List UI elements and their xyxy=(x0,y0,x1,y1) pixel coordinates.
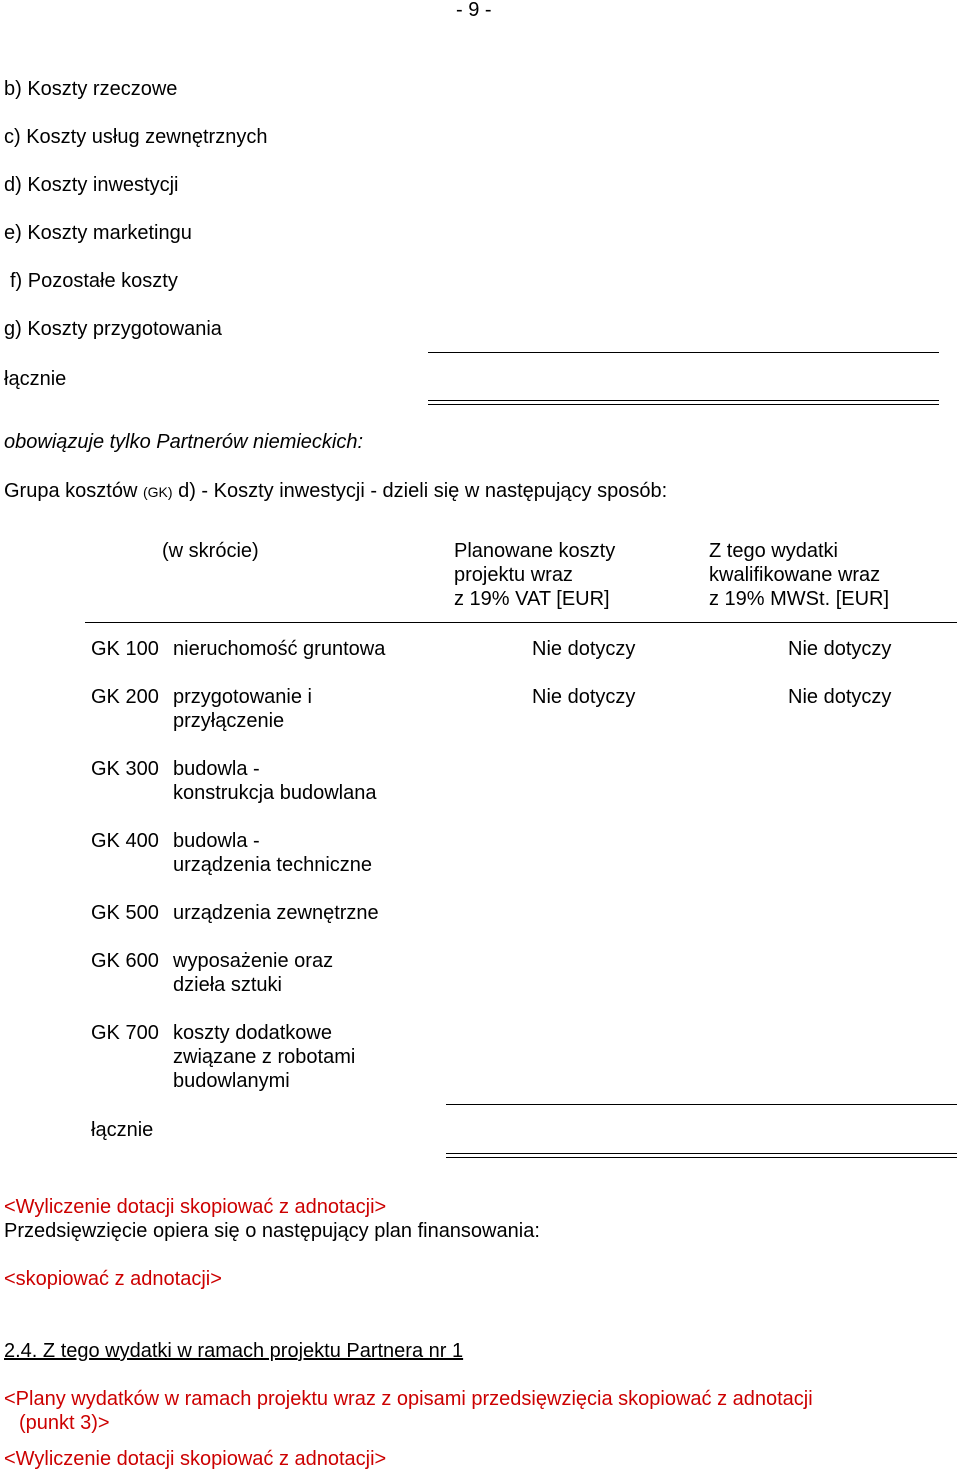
row-gk600-code: GK 600 xyxy=(91,950,159,972)
group-intro xyxy=(4,479,667,504)
row-gk400-desc-1: budowla - xyxy=(173,830,260,852)
row-gk600-desc-1: wyposażenie oraz xyxy=(173,950,334,972)
plans-note-line-1: <Plany wydatków w ramach projektu wraz z opisami przedsięwzięcia skopiować z adnotacji xyxy=(4,1388,813,1410)
plans-note-line-2: (punkt 3)> xyxy=(19,1412,110,1434)
copy-note: <skopiować z adnotacji> xyxy=(4,1268,222,1290)
financing-text: Przedsięwzięcie opiera się o następujący plan finansowania: xyxy=(4,1220,540,1242)
row-gk100-planned: Nie dotyczy xyxy=(532,638,636,660)
col-header-planned-2: projektu wraz xyxy=(454,564,573,586)
row-gk100-code: GK 100 xyxy=(91,638,159,660)
page-number: - 9 - xyxy=(456,0,492,21)
row-gk200-planned: Nie dotyczy xyxy=(532,686,636,708)
copy-calc-note-2: <Wyliczenie dotacji skopiować z adnotacji> xyxy=(4,1448,387,1470)
row-gk100-eligible: Nie dotyczy xyxy=(788,638,892,660)
row-gk700-desc-1: koszty dodatkowe xyxy=(173,1022,332,1044)
total-double-line xyxy=(428,400,939,405)
row-gk600-desc-2: dzieła sztuki xyxy=(173,974,282,996)
sum-line xyxy=(428,352,939,353)
table-header-rule xyxy=(85,622,957,623)
row-gk200-eligible: Nie dotyczy xyxy=(788,686,892,708)
group-intro-abbr: (GK) xyxy=(142,484,173,500)
cost-category-b: b) Koszty rzeczowe xyxy=(4,78,178,100)
group-intro-prefix: Grupa kosztów xyxy=(4,480,138,502)
german-partners-note: obowiązuje tylko Partnerów niemieckich: xyxy=(4,431,364,453)
row-gk300-desc-1: budowla - xyxy=(173,758,260,780)
cost-category-g: g) Koszty przygotowania xyxy=(4,318,222,340)
row-gk200-desc-2: przyłączenie xyxy=(173,710,285,732)
row-gk200-code: GK 200 xyxy=(91,686,159,708)
row-gk300-code: GK 300 xyxy=(91,758,159,780)
col-header-planned-1: Planowane koszty xyxy=(454,540,616,562)
group-intro-rest: d) - Koszty inwestycji - dzieli się w następujący sposób: xyxy=(178,480,668,502)
row-gk200-desc-1: przygotowanie i xyxy=(173,686,312,708)
cost-category-c: c) Koszty usług zewnętrznych xyxy=(4,126,268,148)
row-gk700-code: GK 700 xyxy=(91,1022,159,1044)
table-total-double-line xyxy=(446,1153,957,1158)
total-label: łącznie xyxy=(4,368,67,390)
row-gk400-desc-2: urządzenia techniczne xyxy=(173,854,373,876)
row-gk100-desc: nieruchomość gruntowa xyxy=(173,638,386,660)
row-gk400-code: GK 400 xyxy=(91,830,159,852)
col-header-eligible-1: Z tego wydatki xyxy=(709,540,838,562)
table-total-label: łącznie xyxy=(91,1119,154,1141)
table-sum-line xyxy=(446,1104,957,1105)
col-header-planned-3: z 19% VAT [EUR] xyxy=(454,588,610,610)
row-gk300-desc-2: konstrukcja budowlana xyxy=(173,782,377,804)
row-gk500-code: GK 500 xyxy=(91,902,159,924)
cost-category-e: e) Koszty marketingu xyxy=(4,222,192,244)
cost-category-f: f) Pozostałe koszty xyxy=(10,270,178,292)
cost-category-d: d) Koszty inwestycji xyxy=(4,174,179,196)
row-gk500-desc: urządzenia zewnętrzne xyxy=(173,902,379,924)
row-gk700-desc-3: budowlanymi xyxy=(173,1070,290,1092)
row-gk700-desc-2: związane z robotami xyxy=(173,1046,356,1068)
section-heading-2-4: 2.4. Z tego wydatki w ramach projektu Partnera nr 1 xyxy=(4,1340,464,1362)
col-header-eligible-3: z 19% MWSt. [EUR] xyxy=(709,588,890,610)
col-header-short: (w skrócie) xyxy=(162,540,259,562)
col-header-eligible-2: kwalifikowane wraz xyxy=(709,564,881,586)
copy-calc-note: <Wyliczenie dotacji skopiować z adnotacji> xyxy=(4,1196,387,1218)
